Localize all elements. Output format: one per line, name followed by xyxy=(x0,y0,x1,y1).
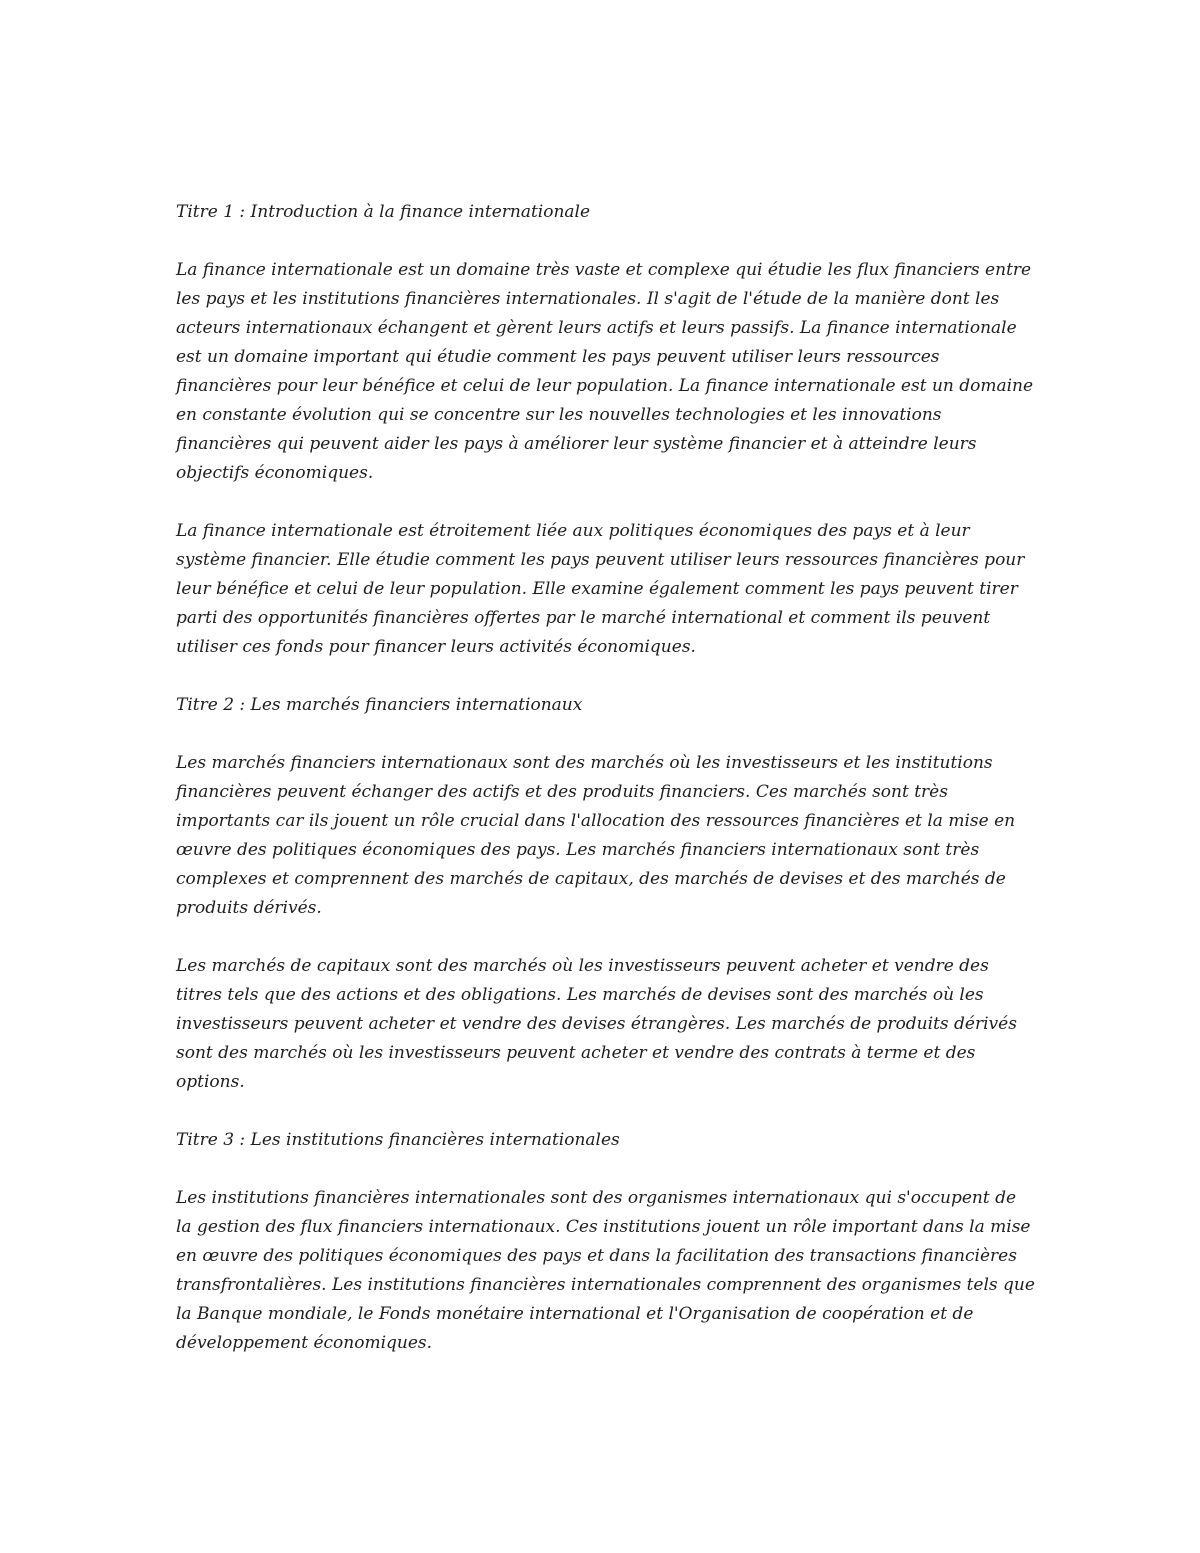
section-3-paragraph-1: Les institutions financières internationales sont des organismes internationaux qui s'occupent de la gestion des flux financiers internationaux. Ces institutions jouent un rôle important dans la mise en œuvre des politiques économiques des pays et dans la facilitation des transactions financières transfrontalières. Les institutions financières internationales comprennent des organismes tels que la Banque mondiale, le Fonds monétaire international et l'Organisation de coopération et de développement économiques. xyxy=(176,1188,1035,1353)
section-heading-3: Titre 3 : Les institutions financières internationales xyxy=(176,1130,620,1150)
section-1-paragraph-2: La finance internationale est étroitement liée aux politiques économiques des pays et à leur système financier. Elle étudie comment les pays peuvent utiliser leurs ressources financières pour leur bénéfice et celui de leur population. Elle examine également comment les pays peuvent tirer parti des opportunités financières offertes par le marché international et comment ils peuvent utiliser ces fonds pour financer leurs activités économiques. xyxy=(176,521,1025,657)
section-2-paragraph-1: Les marchés financiers internationaux sont des marchés où les investisseurs et les institutions financières peuvent échanger des actifs et des produits financiers. Ces marchés sont très importants car ils jouent un rôle crucial dans l'allocation des ressources financières et la mise en œuvre des politiques économiques des pays. Les marchés financiers internationaux sont très complexes et comprennent des marchés de capitaux, des marchés de devises et des marchés de produits dérivés. xyxy=(176,753,1016,918)
section-heading-1: Titre 1 : Introduction à la finance internationale xyxy=(176,202,591,222)
document-body xyxy=(176,198,1036,1387)
section-heading-2: Titre 2 : Les marchés financiers internationaux xyxy=(176,695,583,715)
section-1-paragraph-1: La finance internationale est un domaine très vaste et complexe qui étudie les flux financiers entre les pays et les institutions financières internationales. Il s'agit de l'étude de la manière dont les acteurs internationaux échangent et gèrent leurs actifs et leurs passifs. La finance internationale est un domaine important qui étudie comment les pays peuvent utiliser leurs ressources financières pour leur bénéfice et celui de leur population. La finance internationale est un domaine en constante évolution qui se concentre sur les nouvelles technologies et les innovations financières qui peuvent aider les pays à améliorer leur système financier et à atteindre leurs objectifs économiques. xyxy=(176,260,1034,483)
section-2-paragraph-2: Les marchés de capitaux sont des marchés où les investisseurs peuvent acheter et vendre des titres tels que des actions et des obligations. Les marchés de devises sont des marchés où les investisseurs peuvent acheter et vendre des devises étrangères. Les marchés de produits dérivés sont des marchés où les investisseurs peuvent acheter et vendre des contrats à terme et des options. xyxy=(176,956,1017,1092)
